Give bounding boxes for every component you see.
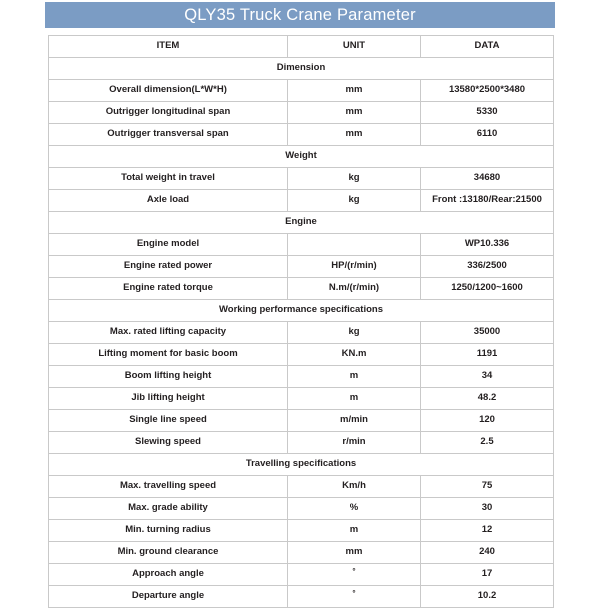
table-row [49, 322, 554, 344]
cell-item: Max. rated lifting capacity [49, 322, 288, 344]
cell-data: 30 [421, 498, 554, 520]
cell-data: 12 [421, 520, 554, 542]
table-section-row [49, 454, 554, 476]
section-label: Dimension [49, 58, 554, 80]
cell-unit: Km/h [288, 476, 421, 498]
table-row [49, 190, 554, 212]
cell-data: 120 [421, 410, 554, 432]
table-row [49, 168, 554, 190]
table-row [49, 344, 554, 366]
cell-unit: mm [288, 102, 421, 124]
cell-unit: N.m/(r/min) [288, 278, 421, 300]
table-row [49, 476, 554, 498]
table-row [49, 520, 554, 542]
cell-data: 17 [421, 564, 554, 586]
cell-item: Engine rated torque [49, 278, 288, 300]
table-row [49, 80, 554, 102]
cell-item: Approach angle [49, 564, 288, 586]
column-header-data: DATA [421, 36, 554, 58]
cell-item: Boom lifting height [49, 366, 288, 388]
table-row [49, 542, 554, 564]
cell-data: 240 [421, 542, 554, 564]
cell-data: Front :13180/Rear:21500 [421, 190, 554, 212]
cell-item: Max. travelling speed [49, 476, 288, 498]
section-label: Travelling specifications [49, 454, 554, 476]
table-row [49, 234, 554, 256]
cell-item: Lifting moment for basic boom [49, 344, 288, 366]
table-body [49, 36, 554, 608]
cell-unit [288, 234, 421, 256]
table-section-row [49, 58, 554, 80]
table-row [49, 498, 554, 520]
table-section-row [49, 212, 554, 234]
cell-data: 75 [421, 476, 554, 498]
table-row [49, 388, 554, 410]
cell-unit: kg [288, 168, 421, 190]
column-header-item: ITEM [49, 36, 288, 58]
table-row [49, 586, 554, 608]
cell-item: Total weight in travel [49, 168, 288, 190]
cell-unit: % [288, 498, 421, 520]
cell-item: Min. turning radius [49, 520, 288, 542]
page-title: QLY35 Truck Crane Parameter [184, 5, 416, 24]
cell-unit: KN.m [288, 344, 421, 366]
table-row [49, 102, 554, 124]
cell-item: Min. ground clearance [49, 542, 288, 564]
cell-item: Single line speed [49, 410, 288, 432]
cell-unit: mm [288, 542, 421, 564]
cell-item: Max. grade ability [49, 498, 288, 520]
table-row [49, 124, 554, 146]
degree-symbol-icon: ° [352, 566, 356, 576]
table-row [49, 432, 554, 454]
cell-data: 34 [421, 366, 554, 388]
cell-data: 10.2 [421, 586, 554, 608]
cell-unit: m/min [288, 410, 421, 432]
cell-item: Axle load [49, 190, 288, 212]
cell-data: 2.5 [421, 432, 554, 454]
cell-data: 1191 [421, 344, 554, 366]
cell-data: 34680 [421, 168, 554, 190]
cell-unit: HP/(r/min) [288, 256, 421, 278]
cell-item: Jib lifting height [49, 388, 288, 410]
cell-data: 336/2500 [421, 256, 554, 278]
cell-item: Departure angle [49, 586, 288, 608]
section-label: Working performance specifications [49, 300, 554, 322]
cell-item: Engine model [49, 234, 288, 256]
cell-item: Outrigger transversal span [49, 124, 288, 146]
cell-unit [288, 586, 421, 608]
table-row [49, 278, 554, 300]
cell-item: Overall dimension(L*W*H) [49, 80, 288, 102]
column-header-unit: UNIT [288, 36, 421, 58]
cell-data: WP10.336 [421, 234, 554, 256]
cell-data: 35000 [421, 322, 554, 344]
cell-data: 6110 [421, 124, 554, 146]
specification-table [48, 35, 554, 608]
cell-data: 13580*2500*3480 [421, 80, 554, 102]
cell-unit: kg [288, 190, 421, 212]
section-label: Engine [49, 212, 554, 234]
table-row [49, 366, 554, 388]
table-section-row [49, 146, 554, 168]
degree-symbol-icon: ° [352, 588, 356, 598]
cell-unit: mm [288, 124, 421, 146]
cell-data: 1250/1200~1600 [421, 278, 554, 300]
table-row [49, 564, 554, 586]
cell-item: Slewing speed [49, 432, 288, 454]
cell-item: Engine rated power [49, 256, 288, 278]
cell-unit: m [288, 520, 421, 542]
cell-unit: m [288, 388, 421, 410]
cell-data: 5330 [421, 102, 554, 124]
cell-data: 48.2 [421, 388, 554, 410]
cell-unit: r/min [288, 432, 421, 454]
cell-unit [288, 564, 421, 586]
table-row [49, 410, 554, 432]
cell-unit: kg [288, 322, 421, 344]
table-section-row [49, 300, 554, 322]
table-header-row [49, 36, 554, 58]
cell-unit: m [288, 366, 421, 388]
section-label: Weight [49, 146, 554, 168]
cell-unit: mm [288, 80, 421, 102]
cell-item: Outrigger longitudinal span [49, 102, 288, 124]
title-banner [45, 2, 555, 28]
table-row [49, 256, 554, 278]
